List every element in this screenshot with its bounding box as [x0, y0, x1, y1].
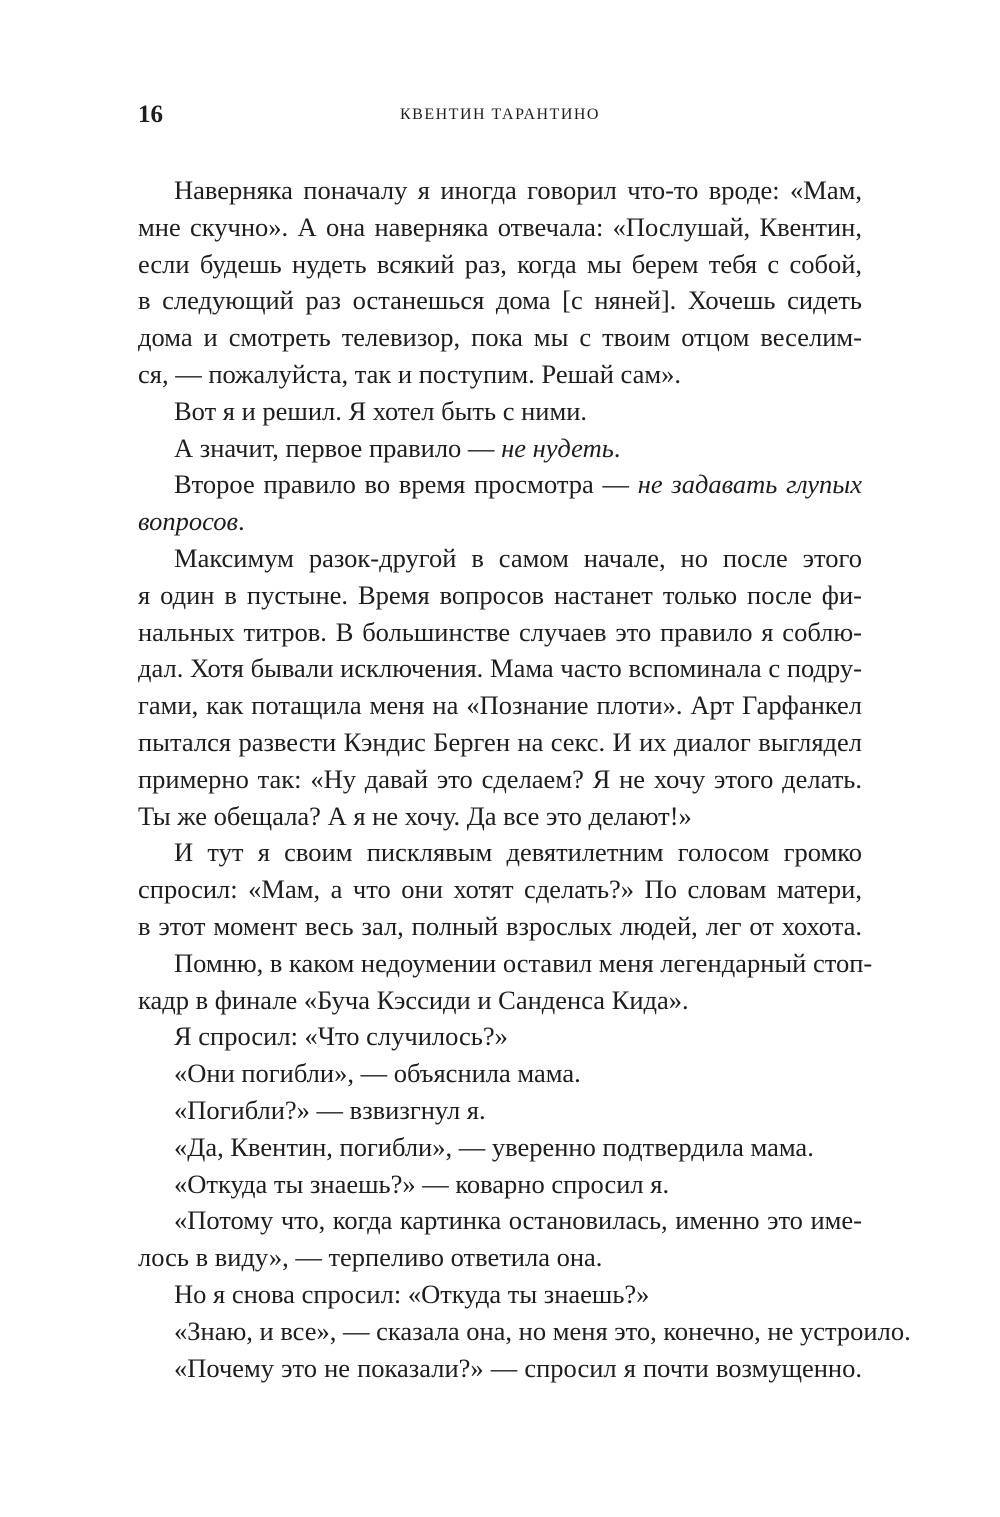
- text-line: пытался развести Кэндис Берген на секс. И их диалог выглядел: [138, 726, 862, 757]
- emphasis: не нудеть: [501, 432, 614, 463]
- body-text: [138, 172, 911, 1386]
- text-line: Но я снова спросил: «Откуда ты знаешь?»: [174, 1278, 650, 1309]
- text-line: мне скучно». А она наверняка отвечала: «Послушай, Квентин,: [138, 211, 862, 242]
- text-line: «Знаю, и все», — сказала она, но меня это, конечно, не устроило.: [174, 1315, 911, 1346]
- text-line: вопросов.: [138, 506, 245, 537]
- text-line: дал. Хотя бывали исключения. Мама часто вспоминала с подру-: [138, 653, 862, 684]
- page-number: 16: [138, 101, 163, 128]
- text-line: Максимум разок-другой в самом начале, но после этого: [174, 542, 862, 573]
- text-line: дома и смотреть телевизор, пока мы с твоим отцом веселим-: [138, 322, 862, 353]
- text-line: спросил: «Мам, а что они хотят сделать?» По словам матери,: [138, 874, 862, 905]
- text-line: нальных титров. В большинстве случаев это правило я соблю-: [138, 616, 862, 647]
- text-line: Ты же обещала? А я не хочу. Да все это делают!»: [138, 800, 692, 831]
- text-line: «Откуда ты знаешь?» — коварно спросил я.: [174, 1168, 670, 1199]
- running-head: КВЕНТИН ТАРАНТИНО: [400, 106, 600, 123]
- emphasis: не задавать глупых: [637, 469, 863, 500]
- text-line: в этот момент весь зал, полный взрослых людей, лег от хохота.: [138, 910, 862, 941]
- text-line: примерно так: «Ну давай это сделаем? Я не хочу этого делать.: [138, 763, 862, 794]
- text-line: «Потому что, когда картинка остановилась, именно это име-: [174, 1205, 862, 1236]
- text-line: ся, — пожалуйста, так и поступим. Решай сам».: [138, 358, 682, 389]
- text-line: А значит, первое правило — не нудеть.: [174, 432, 621, 463]
- text-line: Наверняка поначалу я иногда говорил что-то вроде: «Мам,: [174, 175, 862, 205]
- text-line: Помню, в каком недоумении оставил меня легендарный стоп-: [174, 947, 873, 978]
- text-line: «Почему это не показали?» — спросил я почти возмущенно.: [174, 1352, 862, 1383]
- text-line: Второе правило во время просмотра — не задавать глупых: [174, 469, 863, 500]
- text-line: кадр в финале «Буча Кэссиди и Санденса Кида».: [138, 984, 689, 1015]
- text-line: Вот я и решил. Я хотел быть с ними.: [174, 395, 588, 426]
- page-header: [138, 100, 862, 130]
- text-line: «Да, Квентин, погибли», — уверенно подтвердила мама.: [174, 1131, 814, 1162]
- text-line: я один в пустыне. Время вопросов настанет только после фи-: [138, 579, 862, 610]
- text-line: «Они погибли», — объяснила мама.: [174, 1058, 581, 1089]
- text-line: «Погибли?» — взвизгнул я.: [174, 1094, 486, 1125]
- emphasis: вопросов: [138, 506, 239, 537]
- text-line: гами, как потащила меня на «Познание плоти». Арт Гарфанкел: [138, 690, 862, 721]
- text-line: Я спросил: «Что случилось?»: [174, 1021, 508, 1052]
- text-line: в следующий раз останешься дома [с няней]. Хочешь сидеть: [138, 285, 862, 316]
- text-line: И тут я своим писклявым девятилетним голосом громко: [174, 837, 862, 868]
- text-line: если будешь нудеть всякий раз, когда мы берем тебя с собой,: [138, 248, 862, 279]
- text-line: лось в виду», — терпеливо ответила она.: [138, 1242, 603, 1273]
